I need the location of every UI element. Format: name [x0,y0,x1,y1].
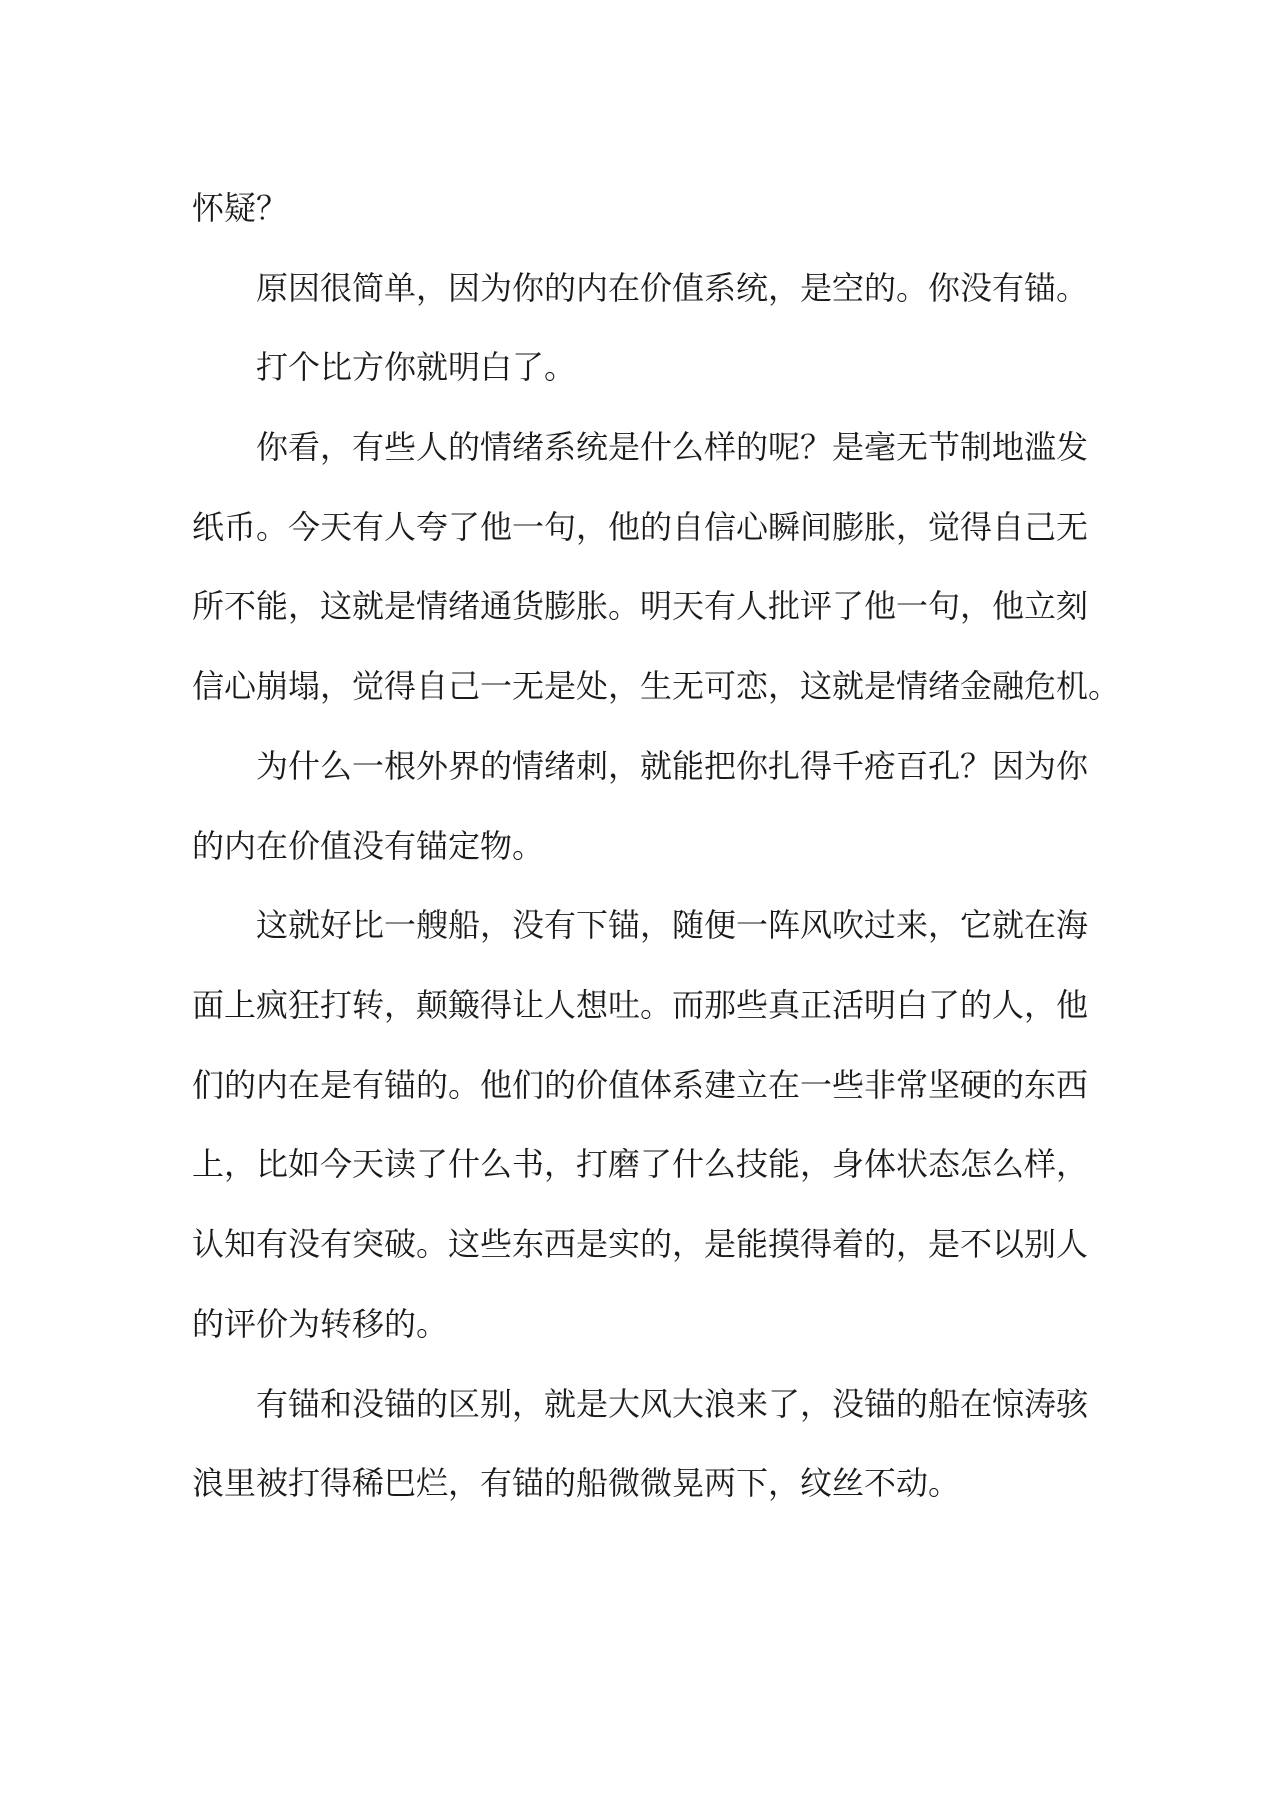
text-line: 信心崩塌，觉得自己一无是处，生无可恋，这就是情绪金融危机。 [192,667,1121,705]
text-line: 原因很简单，因为你的内在价值系统，是空的。你没有锚。 [256,269,1089,307]
text-line: 所不能，这就是情绪通货膨胀。明天有人批评了他一句，他立刻 [192,587,1089,625]
text-line: 们的内在是有锚的。他们的价值体系建立在一些非常坚硬的东西 [192,1066,1089,1104]
text-line: 的内在价值没有锚定物。 [192,827,545,865]
text-line: 怀疑？ [192,189,289,227]
text-line: 有锚和没锚的区别，就是大风大浪来了，没锚的船在惊涛骇 [256,1385,1089,1423]
text-line: 认知有没有突破。这些东西是实的，是能摸得着的，是不以别人 [192,1225,1089,1263]
text-line: 打个比方你就明白了。 [256,348,577,386]
text-line: 上，比如今天读了什么书，打磨了什么技能，身体状态怎么样， [192,1145,1089,1183]
text-line: 你看，有些人的情绪系统是什么样的呢？是毫无节制地滥发 [256,428,1089,466]
text-line: 面上疯狂打转，颠簸得让人想吐。而那些真正活明白了的人，他 [192,986,1089,1024]
text-line: 的评价为转移的。 [192,1305,449,1343]
text-line: 浪里被打得稀巴烂，有锚的船微微晃两下，纹丝不动。 [192,1464,961,1502]
text-line: 纸币。今天有人夸了他一句，他的自信心瞬间膨胀，觉得自己无 [192,508,1089,546]
text-line: 为什么一根外界的情绪刺，就能把你扎得千疮百孔？因为你 [256,747,1089,785]
text-line: 这就好比一艘船，没有下锚，随便一阵风吹过来，它就在海 [256,906,1089,944]
